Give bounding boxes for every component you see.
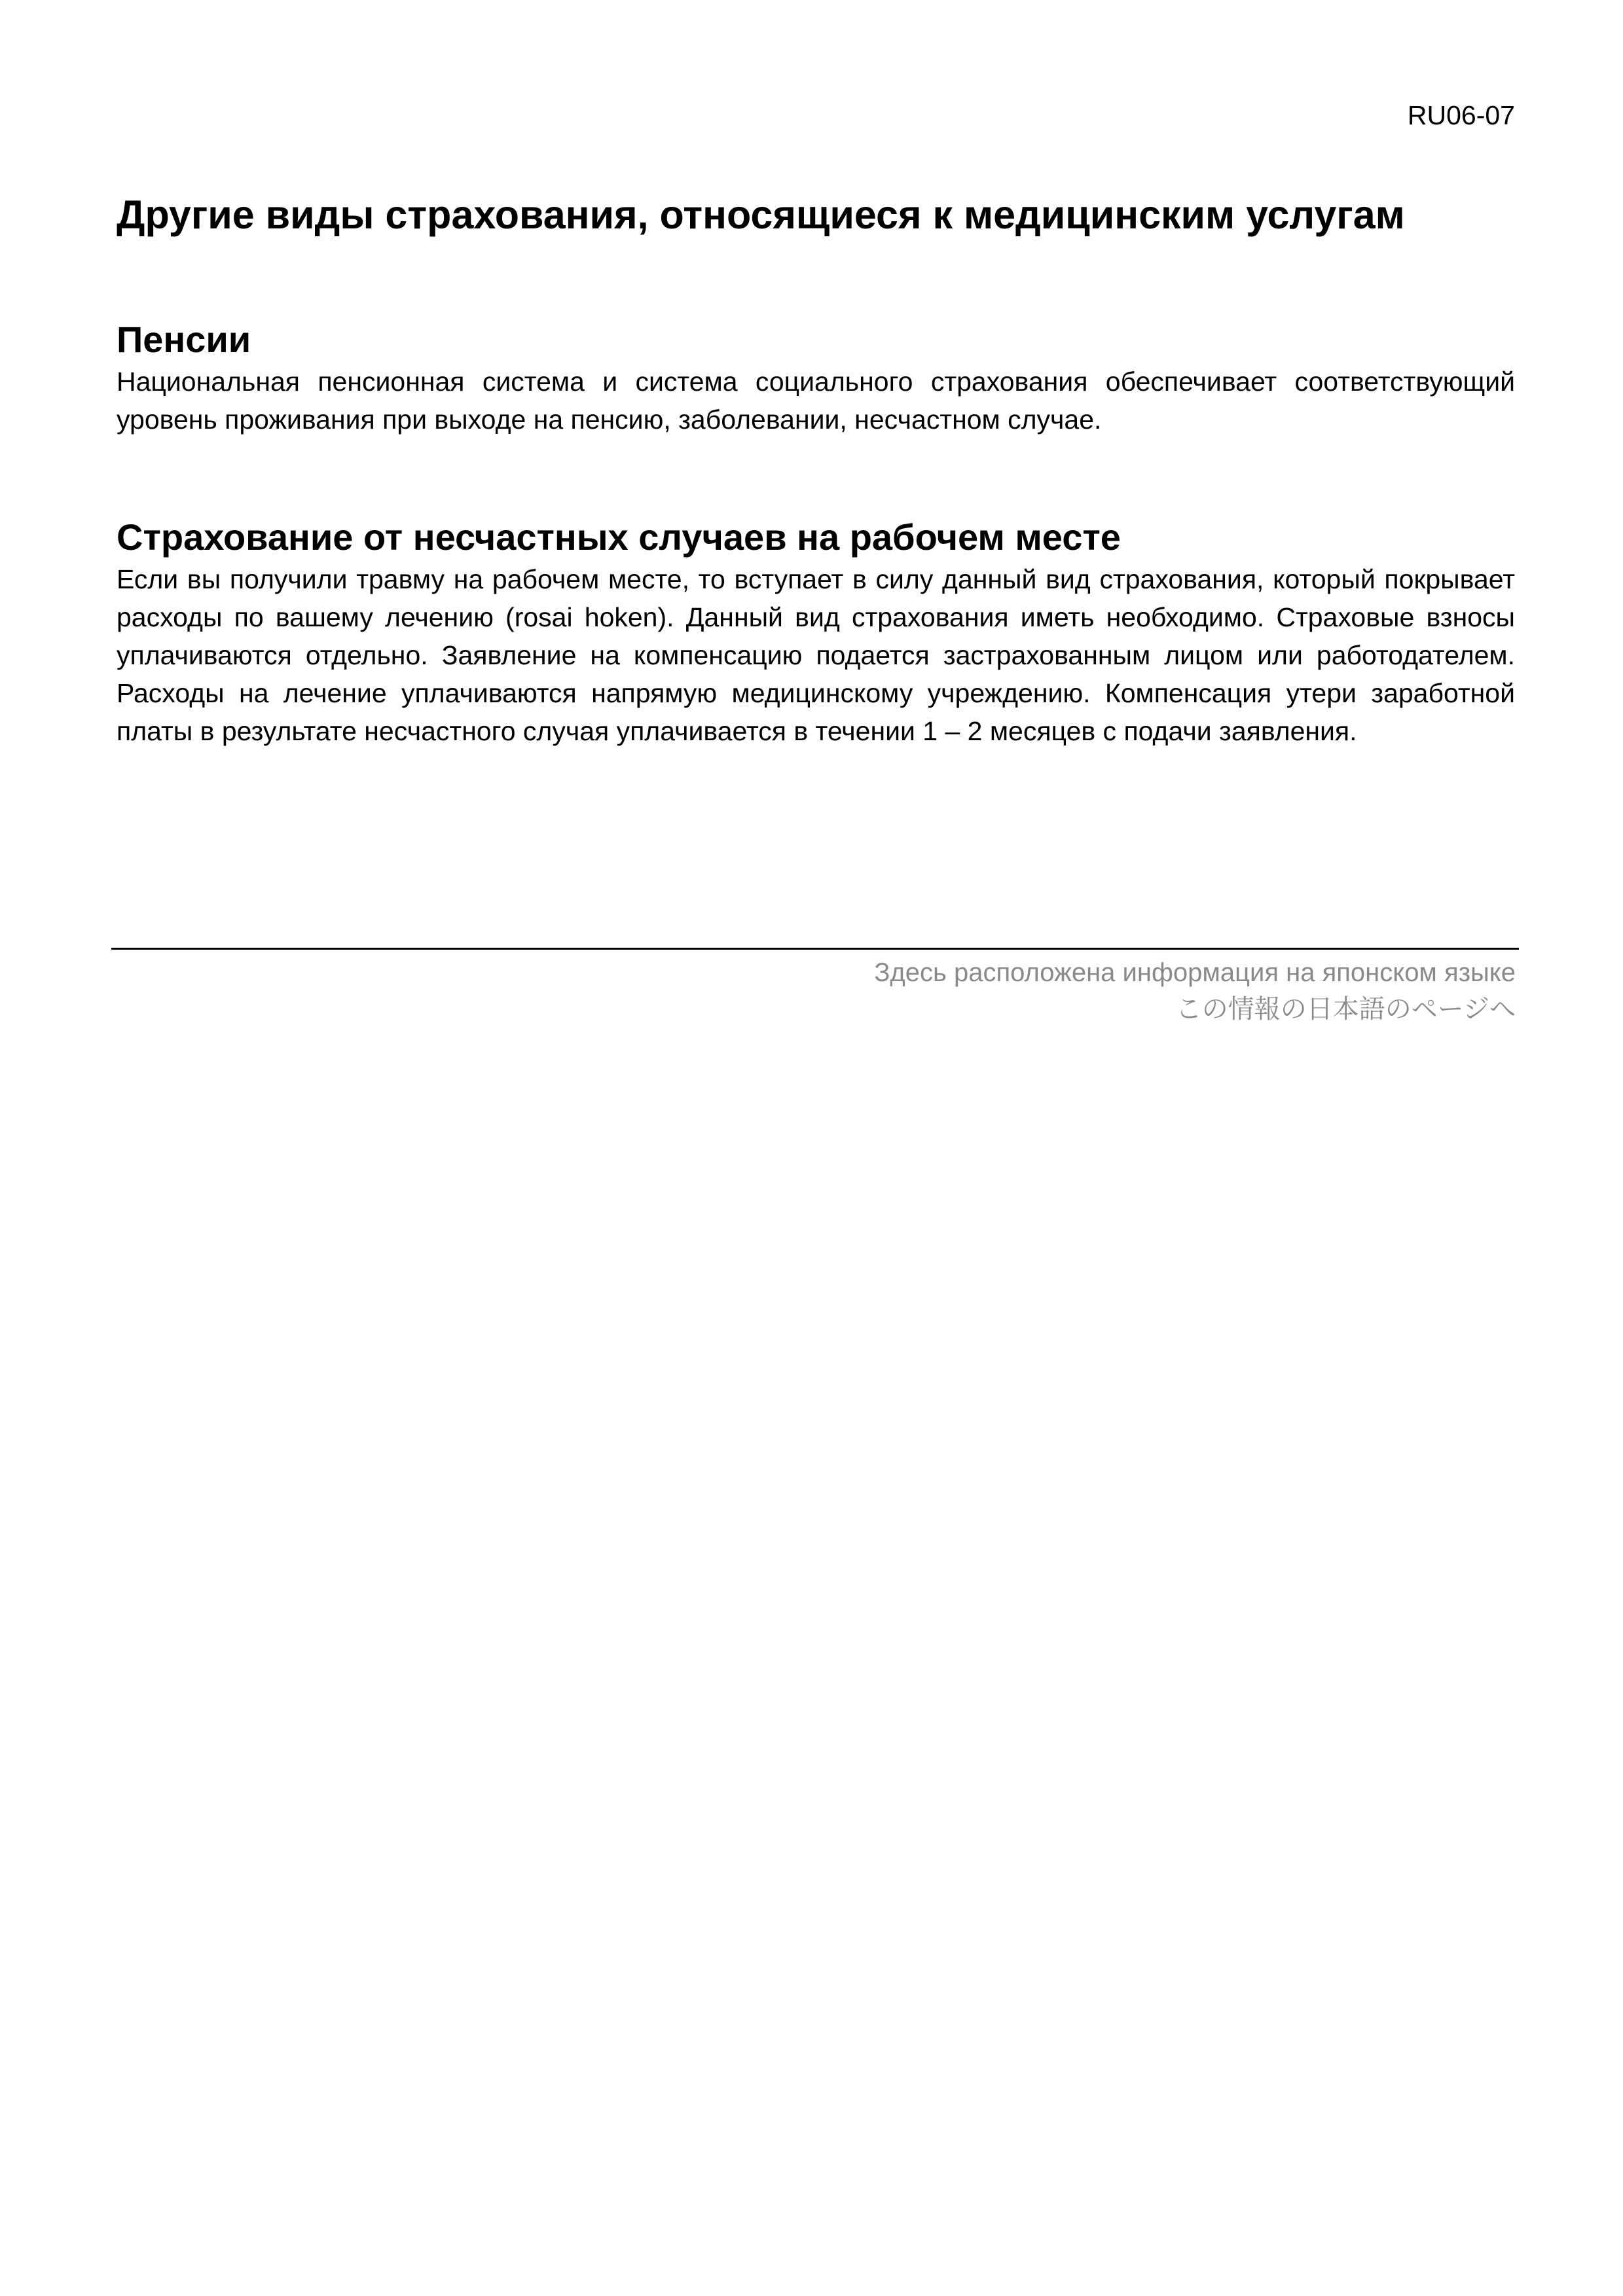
section-body-workplace-accident: Если вы получили травму на рабочем месте, то вступает в силу данный вид страхования, который покрывает расходы по вашему лечению (rosai hoken). Данный вид страхования иметь необходимо. Страховые взносы уплачиваются отдельно. Заявление на компенсацию подается застрахованным лицом или работодателем. Расходы на лечение уплачиваются напрямую медицинскому учреждению. Компенсация утери заработной платы в результате несчастного случая уплачивается в течении 1 – 2 месяцев с подачи заявления. <box>117 564 1515 746</box>
page-code: RU06-07 <box>1407 100 1515 130</box>
japanese-info-link-block <box>874 954 1516 1028</box>
section-heading-pensions: Пенсии <box>117 319 251 360</box>
footer-divider <box>111 948 1519 950</box>
page-title: Другие виды страхования, относящиеся к медицинским услугам <box>117 192 1405 237</box>
japanese-info-link-jp[interactable]: この情報の日本語のページへ <box>1175 995 1516 1024</box>
japanese-info-link-ru[interactable]: Здесь расположена информация на японском языке <box>874 958 1516 987</box>
document-content <box>117 190 1515 750</box>
section-body-pensions: Национальная пенсионная система и система социального страхования обеспечивает соответствующий уровень проживания при выходе на пенсию, заболевании, несчастном случае. <box>117 367 1515 435</box>
section-heading-workplace-accident: Страхование от несчастных случаев на рабочем месте <box>117 516 1121 558</box>
